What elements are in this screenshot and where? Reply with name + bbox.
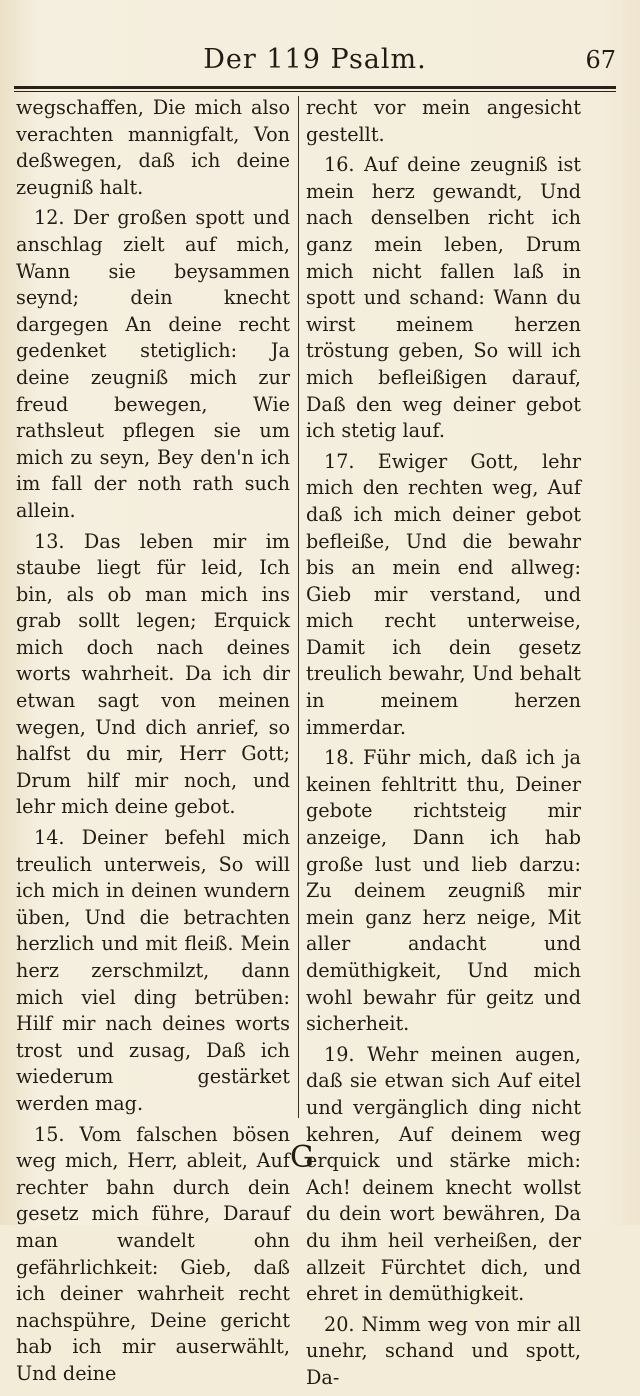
paragraph: 16. Auf deine zeugniß ist mein herz gewandt, Und nach denselben richt ich ganz mein leben, Drum mich nicht fallen laß in spott und schand: Wann du wirst meinem herzen tröstung geben, So will ich mich befleißigen darauf, Daß den weg deiner gebot ich stetig lauf.	[306, 153, 581, 443]
paragraph: 20. Nimm weg von mir all unehr, schand und spott, Da-	[306, 1312, 581, 1389]
header-rule	[14, 86, 616, 89]
paragraph: 13. Das leben mir im staube liegt für leid, Ich bin, als ob man mich ins grab sollt legen; Erquick mich doch nach deines worts wahrheit. Da ich dir etwan sagt von meinen wegen, Und dich anrief, so halfst du mir, Herr Gott; Drum hilf mir noch, und lehr mich deine gebot.	[16, 529, 290, 819]
paragraph: wegschaffen, Die mich also verachten mannigfalt, Von deßwegen, daß ich deine zeugniß halt.	[16, 96, 290, 199]
paragraph: 17. Ewiger Gott, lehr mich den rechten weg, Auf daß ich mich deiner gebot befleiße, Und die bewahr bis an mein end allweg: Gieb mir verstand, und mich recht unterweise, Damit ich dein gesetz treulich bewahr, Und behalt in meinem herzen immerdar.	[306, 449, 581, 739]
paragraph: 12. Der großen spott und anschlag zielt auf mich, Wann sie beysammen seynd; dein knecht dargegen An deine recht gedenket stetiglich: Ja deine zeugniß mich zur freud bewegen, Wie rathsleut pflegen sie um mich zu seyn, Bey den'n ich im fall der noth rath such allein.	[16, 206, 290, 522]
running-head: Der 119 Psalm.	[203, 44, 427, 75]
column-divider	[298, 96, 299, 1118]
page-number: 67	[585, 46, 616, 74]
paragraph: 18. Führ mich, daß ich ja keinen fehltritt thu, Deiner gebote richtsteig mir anzeige, Dann ich hab große lust und lieb darzu: Zu deinem zeugniß mir mein ganz herz neige, Mit aller andacht und demüthigkeit, Und mich wohl bewahr für geitz und sicherheit.	[306, 746, 581, 1036]
paragraph: 15. Vom falschen bösen weg mich, Herr, ableit, Auf rechter bahn durch dein gesetz mich führe, Darauf man wandelt ohn gefährlichkeit: Gieb, daß ich deiner wahrheit recht nachspühre, Deine gericht hab ich mir auserwählt, Und deine	[16, 1122, 290, 1385]
right-column	[306, 95, 581, 1396]
signature-mark: G	[290, 1140, 314, 1175]
paragraph: recht vor mein angesicht gestellt.	[306, 96, 581, 146]
page-header	[14, 44, 616, 84]
paragraph: 19. Wehr meinen augen, daß sie etwan sich Auf eitel und vergänglich ding nicht kehren, Auf deinem weg erquick und stärke mich: Ach! deinem knecht wollst du dein wort bewähren, Da du ihm heil verheißen, der allzeit Fürchtet dich, und ehret in demüthigkeit.	[306, 1042, 581, 1306]
paragraph: 14. Deiner befehl mich treulich unterweis, So will ich mich in deinen wundern üben, Und die betrachten herzlich und mit fleiß. Mein herz zerschmilzt, dann mich viel ding betrüben: Hilf mir nach deines worts trost und zusag, Daß ich wiederum gestärket werden mag.	[16, 826, 290, 1115]
left-column	[16, 95, 290, 1392]
